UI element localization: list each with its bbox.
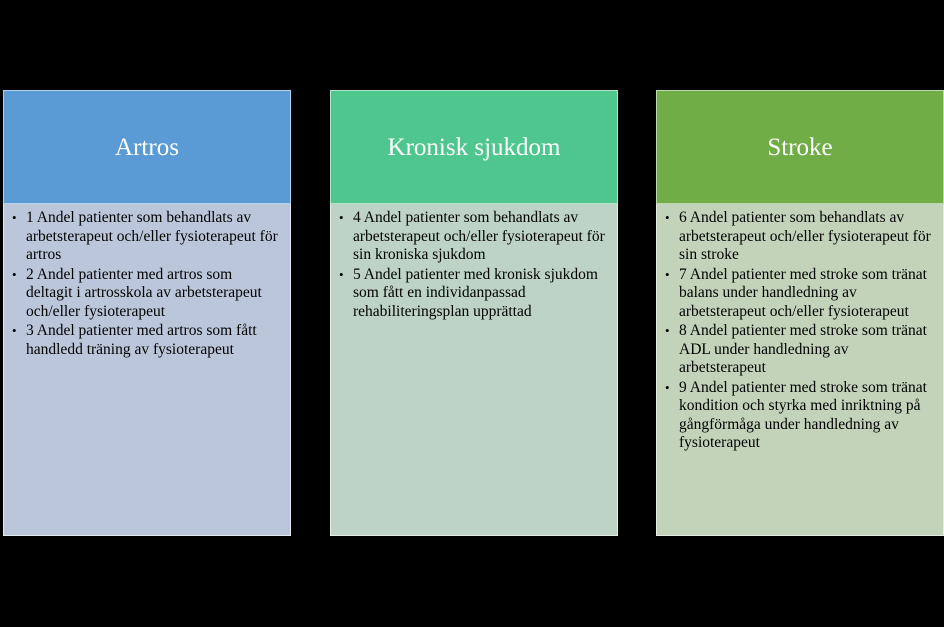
column-body (656, 204, 944, 536)
column-stroke (656, 90, 944, 536)
column-body (3, 204, 291, 536)
column-header: Artros (3, 90, 291, 204)
indicator-list (339, 209, 609, 321)
bullet-icon: • (12, 266, 17, 282)
bullet-icon: • (12, 323, 17, 338)
bullet-icon: • (339, 210, 344, 225)
item-text: 7 Andel patienter med stroke som tränat balans under handledning av arbetsterapeut och/eller fysioterapeut (679, 265, 927, 320)
column-artros (3, 90, 291, 536)
item-text: 9 Andel patienter med stroke som tränat kondition och styrka med inriktning på gångförmåga under handledning av fysioterapeut (679, 378, 927, 451)
bullet-icon: • (12, 210, 17, 225)
indicator-list (12, 209, 282, 359)
column-header: Kronisk sjukdom (330, 90, 618, 204)
list-item (12, 209, 282, 265)
indicator-list (665, 209, 935, 453)
list-item (12, 266, 282, 322)
list-item (339, 266, 609, 322)
item-text: 4 Andel patienter som behandlats av arbetsterapeut och/eller fysioterapeut för sin kroniska sjukdom (353, 209, 605, 263)
item-text: 1 Andel patienter som behandlats av arbetsterapeut och/eller fysioterapeut för artros (26, 209, 278, 263)
column-body (330, 204, 618, 536)
list-item (12, 322, 282, 359)
list-item (665, 209, 935, 265)
item-text: 6 Andel patienter som behandlats av arbetsterapeut och/eller fysioterapeut för sin stroke (679, 209, 931, 263)
bullet-icon: • (665, 210, 670, 225)
list-item (665, 379, 935, 453)
bullet-icon: • (339, 266, 344, 282)
bullet-icon: • (665, 379, 670, 395)
list-item (665, 322, 935, 378)
bullet-icon: • (665, 266, 670, 282)
list-item (665, 266, 935, 322)
bullet-icon: • (665, 323, 670, 338)
item-text: 8 Andel patienter med stroke som tränat ADL under handledning av arbetsterapeut (679, 322, 927, 376)
item-text: 3 Andel patienter med artros som fått handledd träning av fysioterapeut (26, 322, 257, 358)
list-item (339, 209, 609, 265)
column-kronisk-sjukdom (330, 90, 618, 536)
column-header: Stroke (656, 90, 944, 204)
item-text: 2 Andel patienter med artros som deltagit i artrosskola av arbetsterapeut och/eller fysioterapeut (26, 265, 262, 320)
item-text: 5 Andel patienter med kronisk sjukdom som fått en individanpassad rehabiliteringsplan upprättad (353, 265, 598, 320)
